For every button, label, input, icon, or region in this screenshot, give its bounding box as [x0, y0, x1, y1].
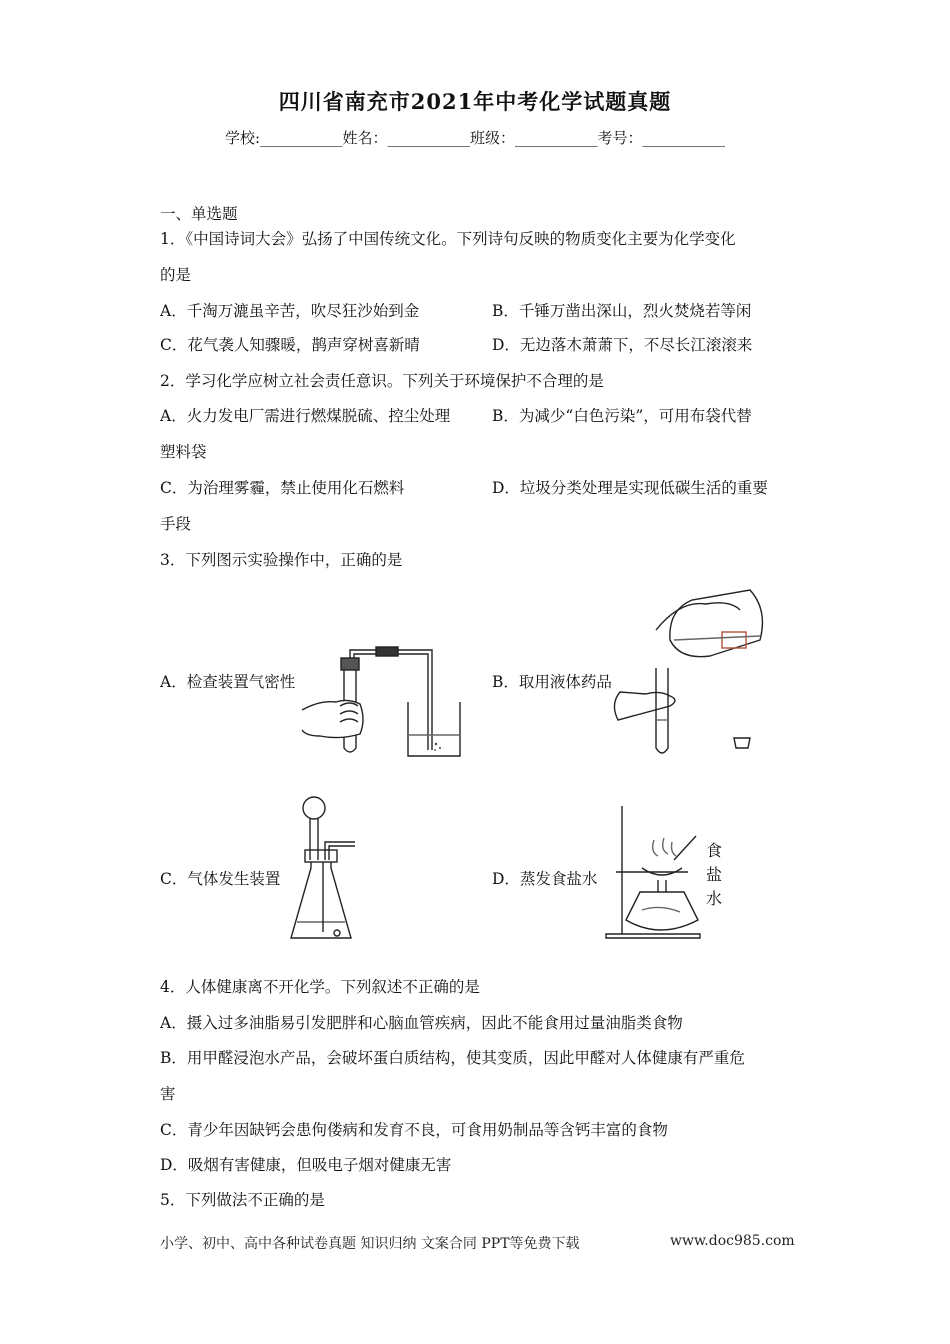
- q1-stem: 1．《中国诗词大会》弘扬了中国传统文化。下列诗句反映的物质变化主要为化学变化: [160, 230, 736, 248]
- q4-option-b-cont: 害: [160, 1085, 176, 1103]
- q3-option-b: B．取用液体药品: [492, 673, 612, 691]
- q3-option-c: C．气体发生装置: [160, 870, 281, 888]
- q4-option-c: C．青少年因缺钙会患佝偻病和发育不良，可食用奶制品等含钙丰富的食物: [160, 1121, 668, 1139]
- q5-stem: 5．下列做法不正确的是: [160, 1191, 325, 1209]
- q4-option-d: D．吸烟有害健康，但吸电子烟对健康无害: [160, 1156, 452, 1174]
- salt-water-label-1: 食: [706, 841, 723, 860]
- q4-option-a: A．摄入过多油脂易引发肥胖和心脑血管疾病，因此不能食用过量油脂类食物: [160, 1014, 683, 1032]
- student-info-line: 学校:___________姓名：___________班级：___________考号：___________: [224, 129, 726, 147]
- footer-text: 小学、初中、高中各种试卷真题 知识归纳 文案合同 PPT等免费下载: [160, 1236, 580, 1252]
- q2-option-a: A．火力发电厂需进行燃煤脱硫、控尘处理: [160, 407, 451, 425]
- figure-evaporation: [600, 800, 750, 945]
- section-heading: 一、单选题: [160, 205, 238, 223]
- q2-option-b: B．为减少“白色污染”，可用布袋代替: [492, 407, 752, 425]
- q1-option-d: D．无边落木萧萧下，不尽长江滚滚来: [492, 336, 753, 354]
- q2-option-c: C．为治理雾霾，禁止使用化石燃料: [160, 479, 405, 497]
- q1-option-a: A．千淘万漉虽辛苦，吹尽狂沙始到金: [160, 302, 420, 320]
- q4-option-b: B．用甲醛浸泡水产品，会破坏蛋白质结构，使其变质，因此甲醛对人体健康有严重危: [160, 1049, 745, 1067]
- figure-pouring-liquid: [610, 580, 780, 765]
- q1-stem-cont: 的是: [160, 266, 192, 284]
- q3-option-a: A．检查装置气密性: [160, 673, 296, 691]
- salt-water-label-3: 水: [706, 889, 723, 908]
- q2-option-b-cont: 塑料袋: [160, 443, 207, 461]
- figure-gas-generator: [285, 790, 375, 950]
- q3-option-d: D．蒸发食盐水: [492, 870, 598, 888]
- q1-option-c: C．花气袭人知骤暖，鹊声穿树喜新晴: [160, 336, 420, 354]
- q1-option-b: B．千锤万凿出深山，烈火焚烧若等闲: [492, 302, 752, 320]
- figure-airtightness-check: [300, 640, 470, 760]
- q3-stem: 3．下列图示实验操作中，正确的是: [160, 551, 403, 569]
- q2-stem: 2．学习化学应树立社会责任意识。下列关于环境保护不合理的是: [160, 372, 604, 390]
- page-title: 四川省南充市2021年中考化学试题真题: [278, 89, 672, 114]
- q4-stem: 4．人体健康离不开化学。下列叙述不正确的是: [160, 978, 480, 996]
- footer-url[interactable]: www.doc985.com: [670, 1233, 795, 1249]
- q2-option-d-cont: 手段: [160, 515, 192, 533]
- salt-water-label-2: 盐: [706, 865, 723, 884]
- q2-option-d: D．垃圾分类处理是实现低碳生活的重要: [492, 479, 768, 497]
